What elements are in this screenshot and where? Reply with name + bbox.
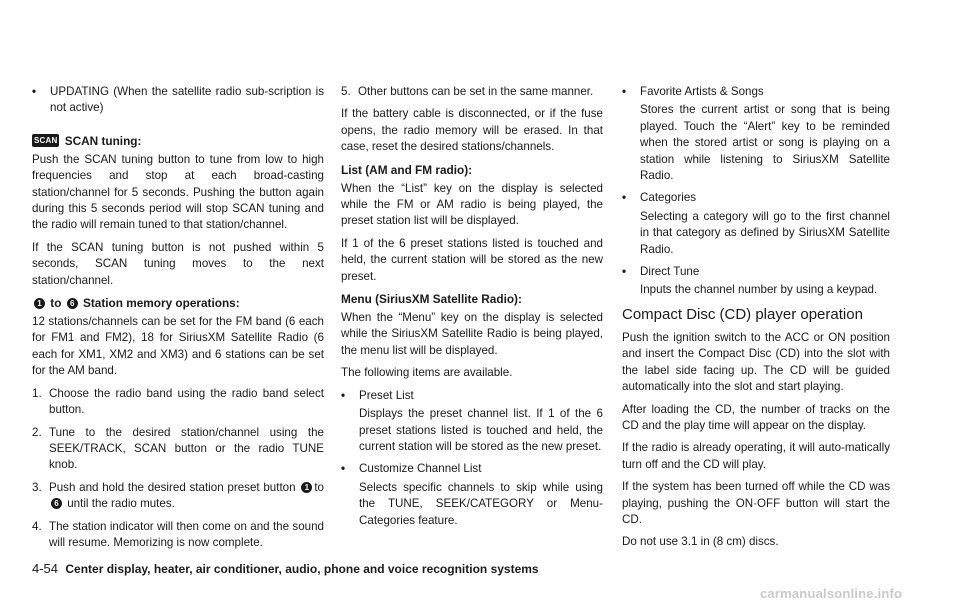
memory-paragraph: 12 stations/channels can be set for the FM band (6 each for FM1 and FM2), 18 for SiriusXM Satellite Radio (6 each for XM1, XM2 and XM3) and 6 stations can be set for the AM band. [32, 315, 324, 378]
scan-paragraph-1: Push the SCAN tuning button to tune from low to high frequencies and stop at each broad-casting station/channel for 5 seconds. Pushing the button again during this 5 seconds period will stop SCAN tuning and the radio will remain tuned to that station/channel. [32, 152, 324, 232]
list-item: • Categories [622, 190, 890, 206]
list-item: • Customize Channel List [341, 461, 603, 477]
scan-icon: SCAN [34, 135, 58, 145]
watermark: carmanualsonline.info [760, 586, 903, 601]
cd-paragraph-5: Do not use 3.1 in (8 cm) discs. [622, 535, 779, 549]
number-6-icon: 6 [67, 298, 78, 309]
number-1-icon: 1 [301, 482, 312, 493]
bullet-dot: • [32, 85, 37, 98]
cd-paragraph-4: If the system has been turned off while the CD was playing, pushing the ON·OFF button will start the CD. [622, 480, 890, 526]
list-item-description: Displays the preset channel list. If 1 of the 6 preset stations listed is touched and held, the current station will be stored as the new preset. [359, 407, 603, 453]
list-item-description: Stores the current artist or song that is being played. Touch the “Alert” key to be reminded when the stored artist or song is playing on a station while listening to SiriusXM Satellite Radio. [640, 103, 890, 183]
list-item-description: Inputs the channel number by using a keypad. [640, 283, 878, 297]
list-item: • Direct Tune [622, 264, 890, 280]
bullet-dot: • [622, 85, 627, 98]
page-number: 4-54 [32, 561, 59, 576]
cd-paragraph-2: After loading the CD, the number of tracks on the CD and the play time will appear on the display. [622, 402, 890, 432]
cd-paragraph-3: If the radio is already operating, it will auto-matically turn off and the CD will play. [622, 441, 890, 471]
scan-heading [32, 133, 324, 149]
section-title: Center display, heater, air conditioner, audio, phone and voice recognition systems [65, 562, 539, 576]
list-item-description: Selecting a category will go to the first channel in that category as defined by SiriusXM Satellite Radio. [640, 209, 890, 256]
menu-paragraph-2: The following items are available. [341, 366, 513, 380]
step-item: 2. Tune to the desired station/channel using the SEEK/TRACK, SCAN button or the radio TUNE knob. [32, 425, 324, 472]
step-item: 1. Choose the radio band using the radio band select button. [32, 386, 324, 417]
list-paragraph-2: If 1 of the 6 preset stations listed is touched and held, the current station will be stored as the new preset. [341, 236, 603, 283]
list-item-description: Selects specific channels to skip while using the TUNE, SEEK/CATEGORY or Menu-Categories feature. [359, 480, 603, 527]
bullet-updating [32, 84, 324, 117]
menu-paragraph-1: When the “Menu” key on the display is selected while the SiriusXM Satellite Radio is being played, the menu list will be displayed. [341, 311, 603, 357]
cd-heading: Compact Disc (CD) player operation [622, 305, 863, 323]
scan-heading-text: SCAN tuning: [64, 133, 142, 148]
step-item: 5. Other buttons can be set in the same manner. [341, 85, 594, 98]
list-item: • Preset List [341, 388, 603, 404]
bullet-updating-text: UPDATING (When the satellite radio sub-scription is not active) [50, 85, 324, 115]
scan-paragraph-2: If the SCAN tuning button is not pushed within 5 seconds, SCAN tuning moves to the next station/channel. [32, 240, 324, 287]
list-paragraph-1: When the “List” key on the display is selected while the FM or AM radio is being played, the preset station list will be displayed. [341, 181, 603, 228]
bullet-dot: • [341, 388, 346, 402]
number-6-icon: 6 [51, 498, 62, 509]
column-2 [341, 84, 603, 535]
battery-paragraph: If the battery cable is disconnected, or if the fuse opens, the radio memory will be erased. In that case, reset the desired stations/channels. [341, 107, 603, 154]
column-3 [622, 84, 890, 557]
column-1 [32, 84, 324, 557]
cd-paragraph-1: Push the ignition switch to the ACC or ON position and insert the Compact Disc (CD) into the slot with the label side facing up. The CD will be guided automatically into the slot and start playing. [622, 330, 890, 394]
bullet-dot: • [622, 265, 627, 279]
bullet-dot: • [622, 191, 627, 205]
step-item: 3. Push and hold the desired station preset button 1 to 6 until the radio mutes. [32, 480, 324, 511]
list-heading: List (AM and FM radio): [341, 162, 473, 177]
memory-heading [32, 295, 324, 311]
step-item: 4. The station indicator will then come on and the sound will resume. Memorizing is now complete. [32, 519, 324, 549]
bullet-dot: • [341, 462, 346, 476]
number-1-icon: 1 [34, 298, 45, 309]
menu-heading: Menu (SiriusXM Satellite Radio): [341, 292, 522, 307]
memory-heading-text: Station memory operations: [82, 296, 240, 311]
list-item: • Favorite Artists & Songs [622, 84, 890, 100]
memory-heading-to: to [50, 296, 62, 311]
page-footer [32, 561, 539, 577]
